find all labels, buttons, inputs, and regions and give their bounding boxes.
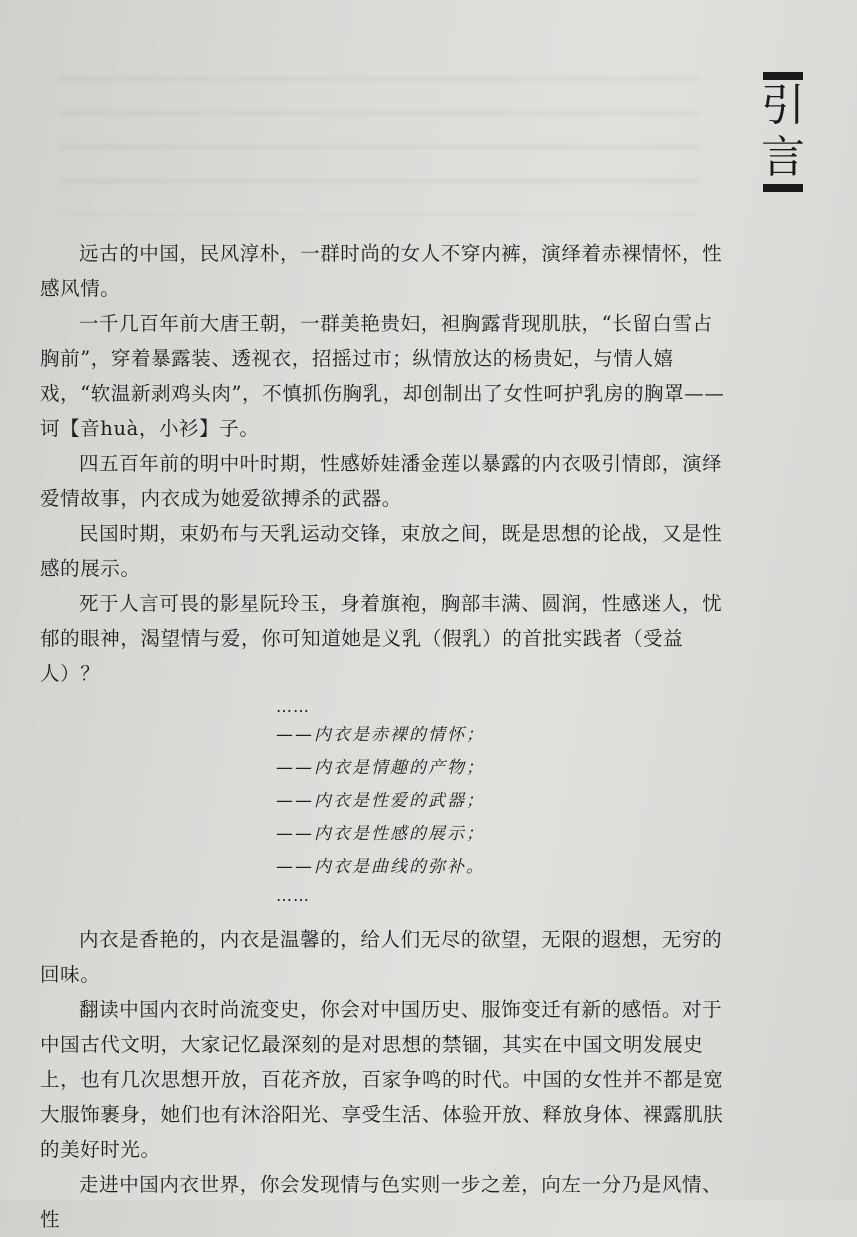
bleed-through-text — [60, 55, 700, 215]
tab-char-1: 引 — [761, 80, 805, 131]
body-text — [40, 236, 730, 1237]
paragraph: 远古的中国，民风淳朴，一群时尚的女人不穿内裤，演绎着赤裸情怀，性感风情。 — [40, 242, 723, 300]
verse-ellipsis-bottom: …… — [276, 886, 310, 905]
verse-ellipsis-top: …… — [276, 697, 310, 716]
verse-line: ——内衣是情趣的产物； — [276, 758, 485, 778]
paragraph: 翻读中国内衣时尚流变史，你会对中国历史、服饰变迁有新的感悟。对于中国古代文明，大家记忆最深刻的是对思想的禁锢，其实在中国文明发展史上，也有几次思想开放，百花齐放，百家争鸣的时代。中国的女性并不都是宽大服饰裹身，她们也有沐浴阳光、享受生活、体验开放、释放身体、裸露肌肤的美好时光。 — [40, 998, 724, 1161]
verse-line: ——内衣是曲线的弥补。 — [276, 857, 485, 877]
paragraph: 死于人言可畏的影星阮玲玉，身着旗袍，胸部丰满、圆润，性感迷人，忧郁的眼神，渴望情与爱，你可知道她是义乳（假乳）的首批实践者（受益人）？ — [40, 592, 723, 685]
paragraph: 一千几百年前大唐王朝，一群美艳贵妇，袒胸露背现肌肤，“长留白雪占胸前”，穿着暴露装、透视衣，招摇过市；纵情放达的杨贵妃，与情人嬉戏，“软温新剥鸡头肉”，不慎抓伤胸乳，却创制出了女性呵护乳房的胸罩——诃【音huà，小衫】子。 — [40, 312, 725, 440]
paragraph: 内衣是香艳的，内衣是温馨的，给人们无尽的欲望，无限的遐想，无穷的回味。 — [40, 928, 723, 986]
paragraph: 四五百年前的明中叶时期，性感娇娃潘金莲以暴露的内衣吸引情郎，演绎爱情故事，内衣成为她爱欲搏杀的武器。 — [40, 452, 723, 510]
tab-char-2: 言 — [761, 132, 805, 183]
verse-line: ——内衣是性爱的武器； — [276, 791, 485, 811]
tab-bracket-top — [763, 72, 803, 80]
chapter-tab — [752, 72, 814, 194]
verse-line: ——内衣是赤裸的情怀； — [276, 725, 485, 745]
tab-bracket-bottom — [763, 184, 803, 192]
paragraph: 走进中国内衣世界，你会发现情与色实则一步之差，向左一分乃是风情、性 — [40, 1173, 723, 1231]
verse-line: ——内衣是性感的展示； — [276, 824, 485, 844]
paragraph: 民国时期，束奶布与天乳运动交锋，束放之间，既是思想的论战，又是性感的展示。 — [40, 522, 723, 580]
